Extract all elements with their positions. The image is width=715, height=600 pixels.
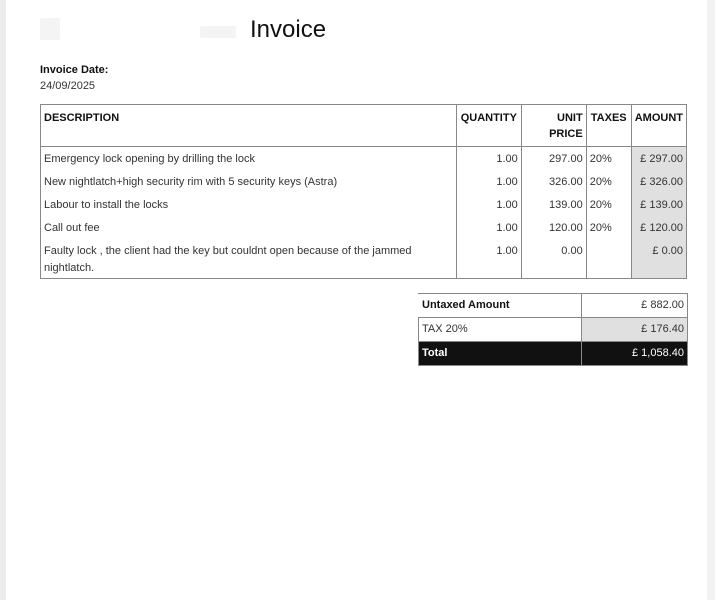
header-quantity: QUANTITY (456, 105, 521, 147)
header-unit-price: UNIT PRICE (521, 105, 586, 147)
table-row (41, 194, 687, 217)
total-label: Total (419, 342, 582, 366)
invoice-date-value: 24/09/2025 (40, 80, 96, 92)
row-quantity: 1.00 (456, 194, 521, 217)
row-quantity: 1.00 (456, 217, 521, 240)
row-taxes: 20% (586, 171, 631, 194)
untaxed-amount-row (419, 294, 688, 318)
total-value: £ 1,058.40 (582, 342, 688, 366)
row-amount: £ 120.00 (631, 217, 686, 240)
row-description: Call out fee (41, 217, 457, 240)
totals-table (418, 293, 688, 366)
table-row (41, 217, 687, 240)
page-title: Invoice (250, 16, 327, 43)
row-description: New nightlatch+high security rim with 5 security keys (Astra) (41, 171, 457, 194)
total-row (419, 342, 688, 366)
tax-label: TAX 20% (419, 318, 582, 342)
row-taxes: 20% (586, 217, 631, 240)
row-amount: £ 326.00 (631, 171, 686, 194)
table-row (41, 147, 687, 172)
row-description: Emergency lock opening by drilling the lock (41, 147, 457, 172)
table-row (41, 240, 687, 279)
row-taxes: 20% (586, 194, 631, 217)
page-left-edge (0, 0, 6, 600)
company-logo (40, 18, 60, 40)
row-amount: £ 0.00 (631, 240, 686, 279)
tax-value: £ 176.40 (582, 318, 688, 342)
header-description: DESCRIPTION (41, 105, 457, 147)
table-row (41, 171, 687, 194)
row-quantity: 1.00 (456, 240, 521, 279)
row-description: Faulty lock , the client had the key but couldnt open because of the jammed nightlatch. (41, 240, 457, 279)
header-amount: AMOUNT (631, 105, 686, 147)
untaxed-amount-value: £ 882.00 (582, 294, 688, 318)
invoice-lines-table (40, 104, 687, 279)
row-amount: £ 297.00 (631, 147, 686, 172)
row-unit-price: 297.00 (521, 147, 586, 172)
row-description: Labour to install the locks (41, 194, 457, 217)
header-taxes: TAXES (586, 105, 631, 147)
row-unit-price: 120.00 (521, 217, 586, 240)
invoice-date-label: Invoice Date: (40, 64, 109, 76)
row-quantity: 1.00 (456, 147, 521, 172)
untaxed-amount-label: Untaxed Amount (419, 294, 582, 318)
row-unit-price: 139.00 (521, 194, 586, 217)
row-unit-price: 326.00 (521, 171, 586, 194)
row-taxes (586, 240, 631, 279)
page-right-edge (707, 0, 715, 600)
company-name-faded (200, 26, 236, 38)
row-taxes: 20% (586, 147, 631, 172)
row-unit-price: 0.00 (521, 240, 586, 279)
tax-row (419, 318, 688, 342)
row-quantity: 1.00 (456, 171, 521, 194)
table-header-row (41, 105, 687, 147)
row-amount: £ 139.00 (631, 194, 686, 217)
